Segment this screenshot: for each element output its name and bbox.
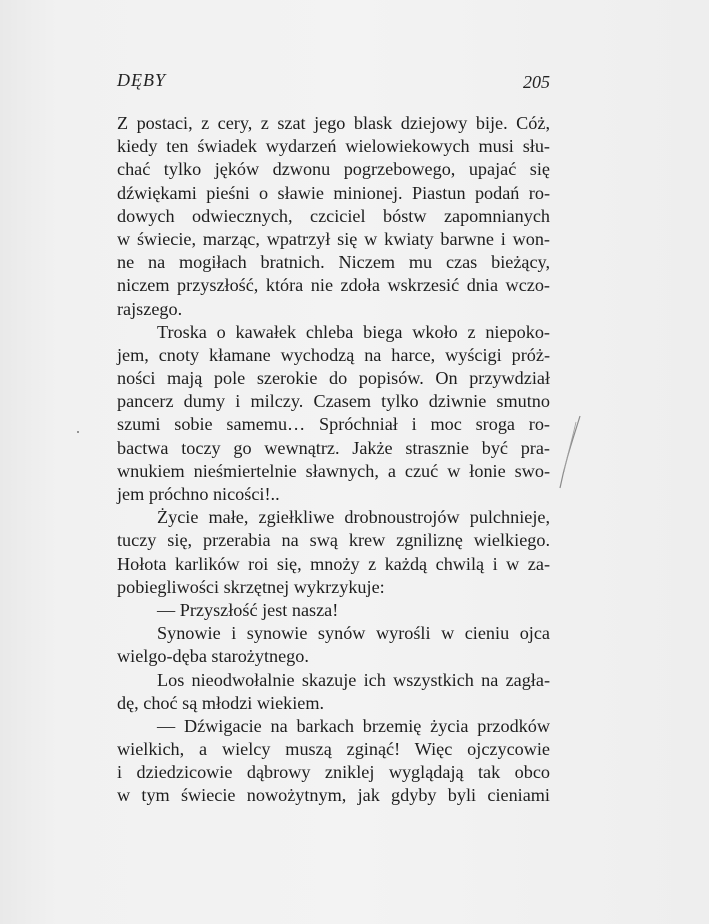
text-line: ne na mogiłach bratnich. Niczem mu czas bieżący, (117, 252, 550, 273)
text-line: — Przyszłość jest nasza! (157, 599, 339, 620)
text-line: Troska o kawałek chleba biega wkoło z niepoko- (157, 321, 550, 342)
text-line: wielgo-dęba starożytnego. (117, 646, 309, 667)
text-line: chać tylko jęków dzwonu pogrzebowego, upajać się (117, 159, 550, 180)
text-line: ności mają pole szerokie do popisów. On przywdział (117, 368, 550, 389)
body-text (117, 112, 550, 808)
text-line: bactwa toczy go wewnątrz. Jakże strasznie być pra- (117, 437, 550, 458)
text-line: niczem przyszłość, która nie zdoła wskrzesić dnia wczo- (117, 275, 550, 296)
text-line: wnukiem nieśmiertelnie sławnych, a czuć w łonie swo- (117, 460, 550, 481)
text-line: Życie małe, zgiełkliwe drobnoustrojów pulchnieje, (157, 507, 550, 528)
pencil-margin-mark (556, 412, 586, 492)
running-title: DĘBY (117, 70, 166, 90)
text-line: pobiegliwości skrzętnej wykrzykuje: (117, 576, 385, 597)
paper-speck (77, 431, 79, 433)
text-line: wielkich, a wielcy muszą zginąć! Więc ojczycowie (117, 739, 550, 760)
text-line: w tym świecie nowożytnym, jak gdyby byli cieniami (117, 785, 550, 806)
text-line: w świecie, marząc, wpatrzył się w kwiaty barwne i won- (117, 228, 550, 249)
text-line: Hołota karlików roi się, mnoży z każdą chwilą i w za- (117, 553, 550, 574)
text-line: dę, choć są młodzi wiekiem. (117, 692, 325, 713)
text-line: jem, cnoty kłamane wychodzą na harce, wyścigi próż- (117, 344, 550, 365)
text-line: jem próchno nicości!.. (117, 484, 280, 504)
text-line: kiedy ten świadek wydarzeń wielowiekowych musi słu- (117, 136, 550, 157)
text-line: dźwiękami pieśni o sławie minionej. Piastun podań ro- (117, 182, 550, 203)
text-line: tuczy się, przerabia na swą krew zgniliznę wielkiego. (117, 530, 550, 551)
text-line: rajszego. (117, 298, 183, 319)
text-line: Los nieodwołalnie skazuje ich wszystkich na zagła- (157, 669, 550, 690)
page-number: 205 (523, 72, 550, 92)
text-line: pancerz dumy i milczy. Czasem tylko dziwnie smutno (117, 391, 550, 412)
text-line: Synowie i synowie synów wyrośli w cieniu ojca (157, 623, 550, 644)
text-line: szumi sobie samemu… Spróchniał i moc sroga ro- (117, 414, 550, 435)
text-line: i dziedzicowie dąbrowy zniklej wyglądają tak obco (117, 762, 550, 783)
running-head (117, 70, 550, 94)
text-line: Z postaci, z cery, z szat jego blask dziejowy bije. Cóż, (117, 113, 550, 133)
text-line: dowych odwiecznych, czciciel bóstw zapomnianych (117, 205, 550, 226)
text-line: — Dźwigacie na barkach brzemię życia przodków (157, 715, 550, 736)
